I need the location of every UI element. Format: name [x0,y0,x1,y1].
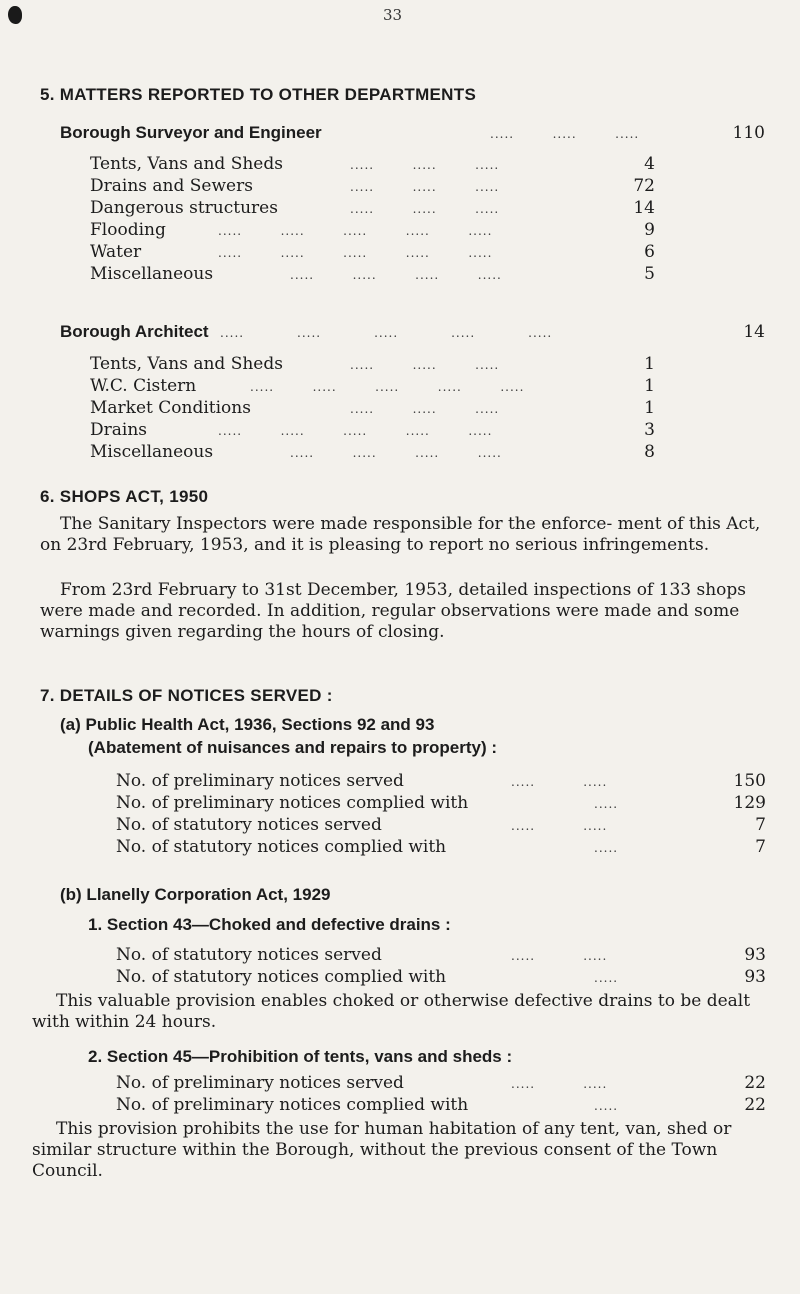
item-label: Miscellaneous [90,264,214,284]
item-value: 4 [644,154,655,174]
item-value: 22 [744,1095,766,1115]
item-value: 1 [644,376,655,396]
list-item [90,442,655,464]
section-45-note: This provision prohibits the use for human habitation of any tent, van, shed or similar structure within the Borough, without the previous consent of the Town Council. [32,1119,732,1181]
item-label: Miscellaneous [90,442,214,462]
item-label: No. of statutory notices served [116,945,382,965]
section-45-title: 2. Section 45—Prohibition of tents, vans and sheds : [88,1047,513,1066]
architect-title: Borough Architect [60,322,209,341]
item-label: No. of preliminary notices complied with [116,1095,469,1115]
leader-dots: ..... [594,971,619,985]
list-item [90,420,655,442]
list-item [116,771,766,793]
leader-dots: ..... ..... ..... [350,402,500,416]
item-label: No. of preliminary notices served [116,771,404,791]
leader-dots: ..... ..... [511,1077,608,1091]
subsection-a-title: (a) Public Health Act, 1936, Sections 92 and 93 [60,715,435,734]
list-item [90,354,655,376]
list-item [90,220,655,242]
item-label: Market Conditions [90,398,251,418]
list-item [90,398,655,420]
item-value: 8 [644,442,655,462]
leader-dots: ..... ..... [511,949,608,963]
surveyor-title: Borough Surveyor and Engineer [60,123,322,142]
section-43-note: This valuable provision enables choked or otherwise defective drains to be dealt with within 24 hours. [32,991,751,1032]
list-item [116,967,766,989]
list-item [116,837,766,859]
item-label: Drains and Sewers [90,176,253,196]
item-value: 93 [744,945,766,965]
leader-dots: ..... ..... ..... ..... ..... [218,224,493,238]
item-value: 1 [644,354,655,374]
item-value: 22 [744,1073,766,1093]
item-label: Dangerous structures [90,198,278,218]
item-label: W.C. Cistern [90,376,197,396]
item-value: 3 [644,420,655,440]
list-item [116,1073,766,1095]
leader-dots: ..... ..... ..... [350,180,500,194]
leader-dots: ..... [594,841,619,855]
item-label: No. of preliminary notices served [116,1073,404,1093]
section-7-heading: 7. DETAILS OF NOTICES SERVED : [40,686,333,705]
item-value: 9 [644,220,655,240]
subsection-a-subtitle: (Abatement of nuisances and repairs to property) : [88,738,498,757]
leader-dots: ..... ..... ..... ..... [290,268,502,282]
list-item [90,154,655,176]
leader-dots: ..... [594,1099,619,1113]
leader-dots: ..... ..... [511,819,608,833]
shops-act-paragraph-1: The Sanitary Inspectors were made responsible for the enforce- ment of this Act, on 23rd February, 1953, and it is pleasing to report no serious infringements. [40,514,761,555]
list-item [90,264,655,286]
list-item [90,176,655,198]
leader-dots: ..... ..... ..... ..... ..... [220,326,553,340]
architect-total: 14 [743,322,765,342]
item-value: 93 [744,967,766,987]
section-6-heading: 6. SHOPS ACT, 1950 [40,487,209,506]
item-value: 72 [633,176,655,196]
page-number: 33 [383,6,403,24]
leader-dots: ..... ..... ..... ..... ..... [218,424,493,438]
item-label: Drains [90,420,148,440]
list-item [116,793,766,815]
item-value: 1 [644,398,655,418]
leader-dots: ..... ..... ..... [350,158,500,172]
item-value: 5 [644,264,655,284]
list-item [90,198,655,220]
item-value: 7 [755,815,766,835]
list-item [90,242,655,264]
list-item [116,945,766,967]
item-label: Tents, Vans and Sheds [90,154,283,174]
list-item [116,1095,766,1117]
item-value: 150 [733,771,766,791]
item-label: No. of preliminary notices complied with [116,793,469,813]
item-label: No. of statutory notices complied with [116,967,447,987]
section-5-heading: 5. MATTERS REPORTED TO OTHER DEPARTMENTS [40,85,477,104]
leader-dots: ..... ..... ..... [490,127,640,141]
leader-dots: ..... ..... ..... [350,202,500,216]
subsection-b-title: (b) Llanelly Corporation Act, 1929 [60,885,331,904]
section-43-title: 1. Section 43—Choked and defective drains : [88,915,451,934]
leader-dots: ..... ..... ..... ..... ..... [218,246,493,260]
architect-header-row [60,322,765,344]
item-label: No. of statutory notices complied with [116,837,447,857]
item-value: 14 [633,198,655,218]
item-label: Tents, Vans and Sheds [90,354,283,374]
item-label: Flooding [90,220,166,240]
ink-blot [8,6,22,24]
leader-dots: ..... [594,797,619,811]
list-item [90,376,655,398]
leader-dots: ..... ..... ..... ..... ..... [250,380,525,394]
surveyor-header-row [60,123,765,145]
list-item [116,815,766,837]
item-value: 129 [733,793,766,813]
item-value: 7 [755,837,766,857]
item-value: 6 [644,242,655,262]
shops-act-paragraph-2: From 23rd February to 31st December, 1953, detailed inspections of 133 shops were made and recorded. In addition, regular observations were made and some warnings given regarding the hours of closing. [40,580,746,642]
item-label: No. of statutory notices served [116,815,382,835]
surveyor-total: 110 [732,123,765,143]
item-label: Water [90,242,142,262]
leader-dots: ..... ..... ..... [350,358,500,372]
leader-dots: ..... ..... ..... ..... [290,446,502,460]
leader-dots: ..... ..... [511,775,608,789]
